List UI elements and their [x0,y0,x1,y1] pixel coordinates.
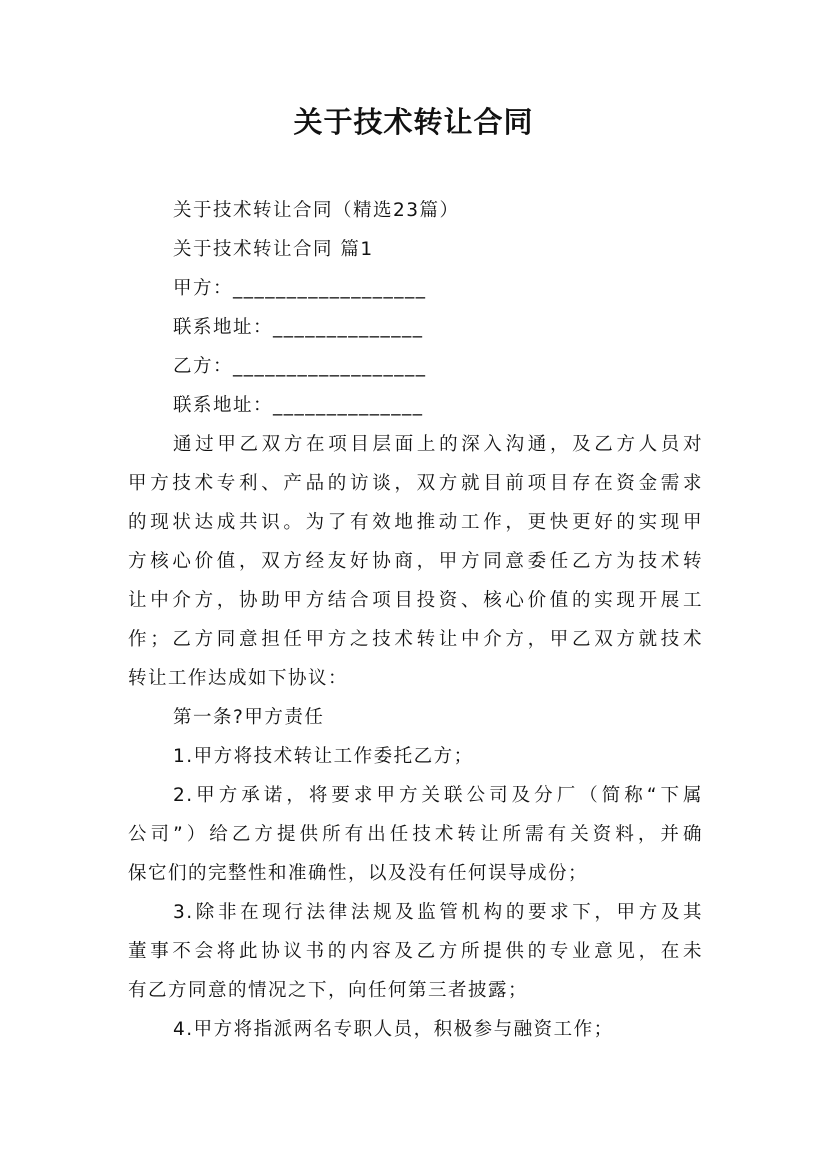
clause-1: 1.甲方将技术转让工作委托乙方； [173,746,474,767]
clause-2-cont: 保它们的完整性和准确性，以及没有任何误导成份； [128,863,589,884]
clause-2-cont: 公司”）给乙方提供所有出任技术转让所需有关资料，并确 [128,824,703,845]
article-heading: 第一条?甲方责任 [173,707,325,728]
clause-3: 3.除非在现行法律法规及监管机构的要求下，甲方及其 [173,902,703,923]
paragraph-line: 方核心价值，双方经友好协商，甲方同意委任乙方为技术转 [128,551,703,572]
paragraph-line: 让中介方，协助甲方结合项目投资、核心价值的实现开展工 [128,590,703,611]
paragraph-line: 的现状达成共识。为了有效地推动工作，更快更好的实现甲 [128,512,703,533]
clause-3-cont: 有乙方同意的情况之下，向任何第三者披露； [128,980,529,1001]
clause-4: 4.甲方将指派两名专职人员，积极参与融资工作； [173,1019,614,1040]
clause-2: 2.甲方承诺，将要求甲方关联公司及分厂（简称“下属 [173,785,703,806]
document-title: 关于技术转让合同 [293,105,534,139]
paragraph-line: 作；乙方同意担任甲方之技术转让中介方，甲乙双方就技术 [128,629,703,650]
subtitle-line: 关于技术转让合同（精选23篇） [173,200,460,221]
party-a-field: 甲方：__________________ [173,278,427,299]
party-a-address-field: 联系地址：______________ [173,317,424,338]
section-heading: 关于技术转让合同 篇1 [173,239,374,260]
party-b-field: 乙方：__________________ [173,356,427,377]
paragraph-line: 通过甲乙双方在项目层面上的深入沟通，及乙方人员对 [173,434,703,455]
paragraph-line: 甲方技术专利、产品的访谈，双方就目前项目存在资金需求 [128,473,703,494]
party-b-address-field: 联系地址：______________ [173,395,424,416]
clause-3-cont: 董事不会将此协议书的内容及乙方所提供的专业意见，在未 [128,941,703,962]
paragraph-line: 转让工作达成如下协议： [128,668,349,689]
